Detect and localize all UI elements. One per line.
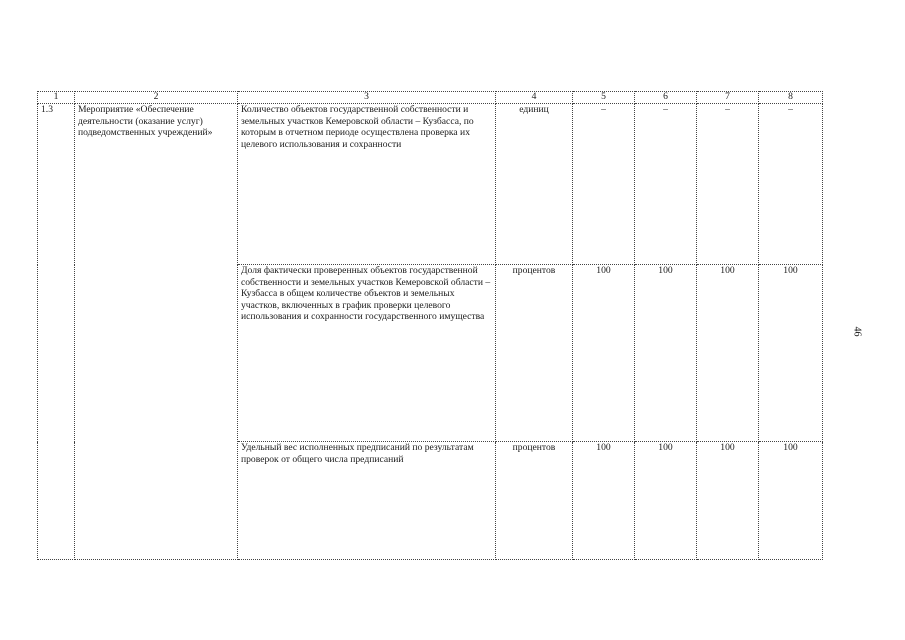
value-cell: 100 (759, 265, 823, 442)
header-cell: 7 (697, 92, 759, 104)
header-cell: 2 (75, 92, 238, 104)
value-cell: – (635, 104, 697, 265)
column-number-row (38, 92, 823, 104)
value-cell: 100 (635, 265, 697, 442)
header-cell: 8 (759, 92, 823, 104)
header-cell: 1 (38, 92, 75, 104)
unit-cell: процентов (496, 265, 573, 442)
value-cell: 100 (573, 265, 635, 442)
value-cell: 100 (759, 442, 823, 560)
value-cell: 100 (635, 442, 697, 560)
indicator-name: Количество объектов государственной собственности и земельных участков Кемеровской области – Кузбасса, по которым в отчетном периоде осуществлена проверка их целевого использования и сохранности (238, 104, 496, 265)
header-cell: 6 (635, 92, 697, 104)
unit-cell: процентов (496, 442, 573, 560)
table-row (38, 104, 823, 265)
value-cell: – (573, 104, 635, 265)
value-cell: 100 (697, 265, 759, 442)
indicator-name: Удельный вес исполненных предписаний по результатам проверок от общего числа предписаний (238, 442, 496, 560)
indicators-table (37, 91, 823, 560)
unit-cell: единиц (496, 104, 573, 265)
header-cell: 3 (238, 92, 496, 104)
header-cell: 4 (496, 92, 573, 104)
indicator-name: Доля фактически проверенных объектов государственной собственности и земельных участков Кемеровской области – Кузбасса в общем количестве объектов и земельных участков, включенных в график проверки целевого использования и сохранности государственного имущества (238, 265, 496, 442)
activity-name: Мероприятие «Обеспечение деятельности (оказание услуг) подведомственных учреждений» (75, 104, 238, 560)
value-cell: – (759, 104, 823, 265)
header-cell: 5 (573, 92, 635, 104)
value-cell: 100 (573, 442, 635, 560)
page-number: 46 (851, 326, 863, 337)
value-cell: – (697, 104, 759, 265)
value-cell: 100 (697, 442, 759, 560)
row-number: 1.3 (38, 104, 75, 560)
